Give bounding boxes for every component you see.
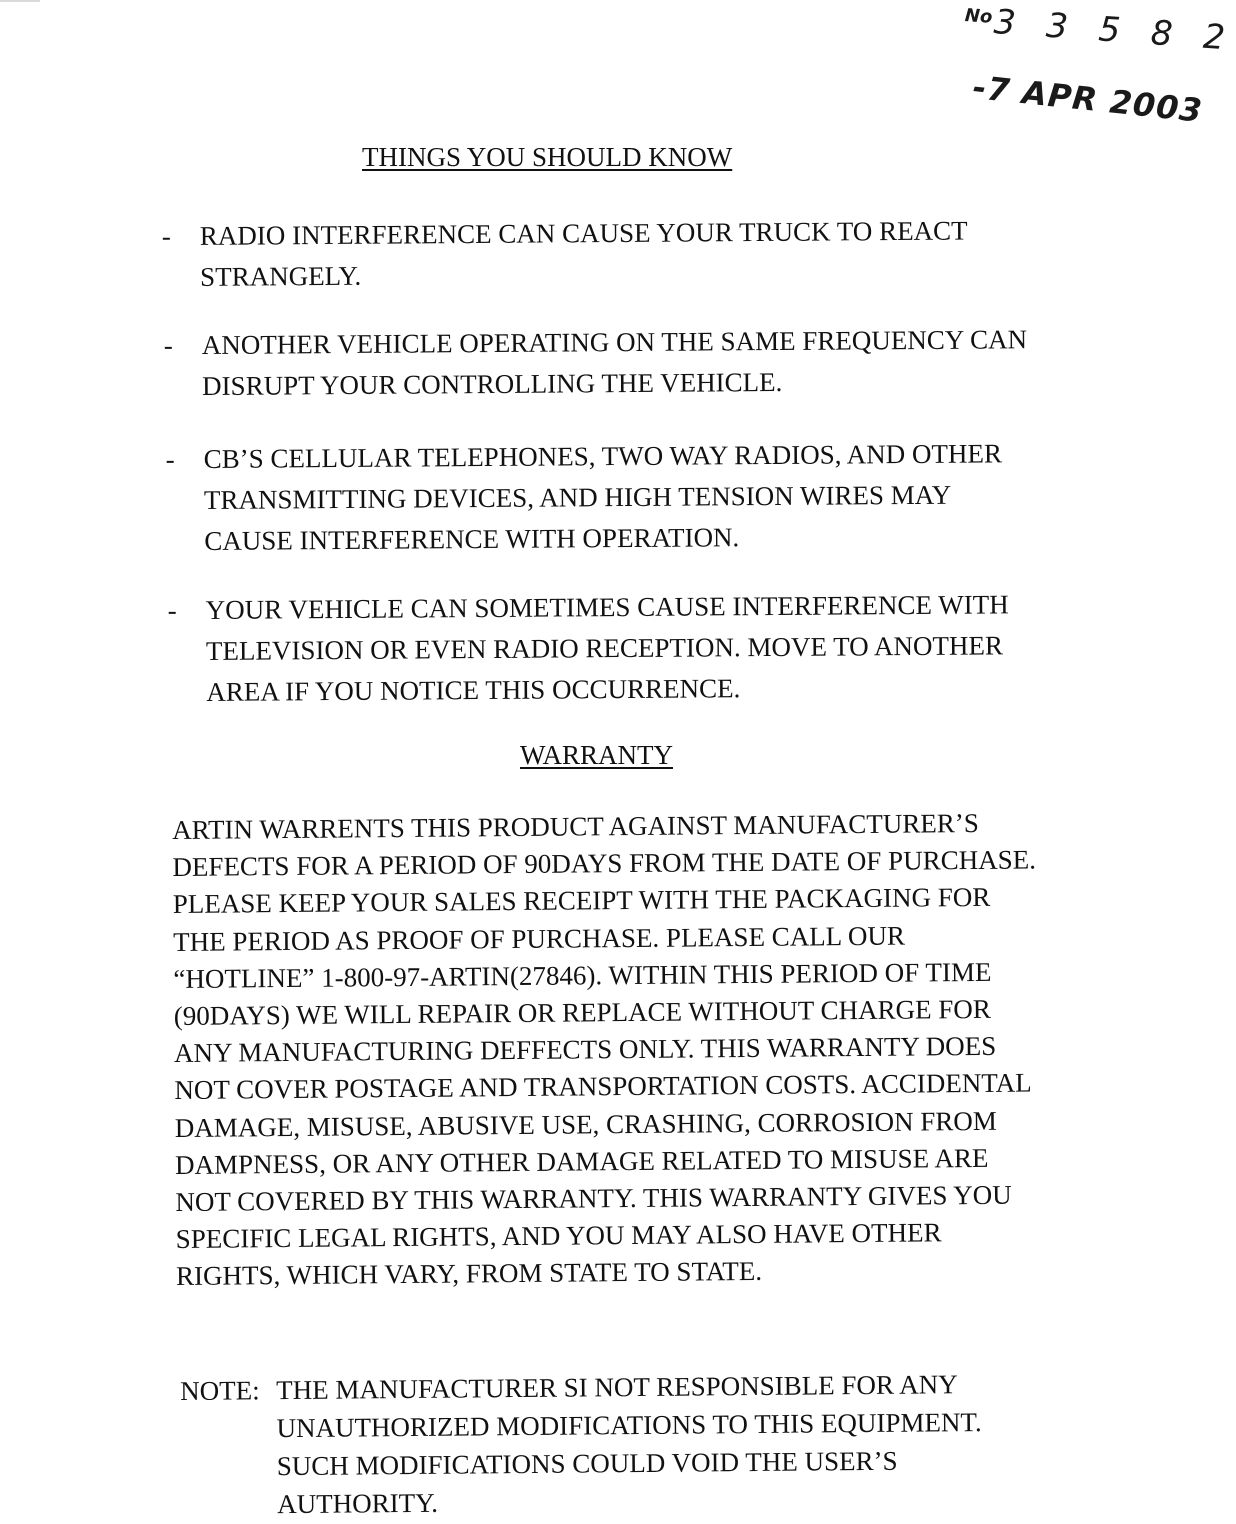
- warranty-line: RIGHTS, WHICH VARY, FROM STATE TO STATE.: [175, 1256, 763, 1292]
- note-line: UNAUTHORIZED MODIFICATIONS TO THIS EQUIPMENT.: [276, 1407, 982, 1444]
- warranty-paragraph: [172, 804, 1136, 1296]
- bullet-marker: -: [167, 595, 177, 626]
- note-line: SUCH MODIFICATIONS COULD VOID THE USER’S: [276, 1445, 898, 1482]
- scan-edge-mark: [0, 0, 40, 2]
- bullet-text: RADIO INTERFERENCE CAN CAUSE YOUR TRUCK TO REACT STRANGELY.: [199, 215, 968, 292]
- warranty-line: DEFECTS FOR A PERIOD OF 90DAYS FROM THE DATE OF PURCHASE.: [172, 844, 1037, 883]
- warranty-line: DAMAGE, MISUSE, ABUSIVE USE, CRASHING, CORROSION FROM: [174, 1105, 997, 1143]
- bullet-item: [162, 210, 1063, 306]
- warranty-line: NOT COVER POSTAGE AND TRANSPORTATION COSTS. ACCIDENTAL: [174, 1067, 1032, 1106]
- warranty-line: ARTIN WARRENTS THIS PRODUCT AGAINST MANUFACTURER’S: [172, 807, 979, 845]
- document-number: 3 3 5 8 2: [992, 2, 1236, 59]
- date-stamp: -7 APR 2003: [971, 68, 1205, 130]
- note-block: [180, 1364, 1081, 1520]
- number-prefix: No: [964, 4, 994, 28]
- bullet-marker: -: [165, 444, 175, 475]
- note-text: [276, 1365, 983, 1523]
- warranty-line: “HOTLINE” 1-800-97-ARTIN(27846). WITHIN THIS PERIOD OF TIME: [173, 956, 992, 994]
- things-heading: THINGS YOU SHOULD KNOW: [362, 142, 733, 172]
- warranty-line: (90DAYS) WE WILL REPAIR OR REPLACE WITHOUT CHARGE FOR: [173, 993, 991, 1032]
- bullet-text: CB’S CELLULAR TELEPHONES, TWO WAY RADIOS, AND OTHER TRANSMITTING DEVICES, AND HIGH TENSION WIRES MAY CAUSE INTERFERENCE WITH OPERATION.: [203, 438, 1003, 556]
- note-label: NOTE:: [180, 1375, 260, 1406]
- warranty-heading: WARRANTY: [520, 740, 673, 770]
- document-number-stamp: [963, 0, 1236, 59]
- warranty-line: DAMPNESS, OR ANY OTHER DAMAGE RELATED TO MISUSE ARE: [174, 1142, 989, 1180]
- note-line: AUTHORITY.: [277, 1487, 439, 1520]
- bullet-text: ANOTHER VEHICLE OPERATING ON THE SAME FREQUENCY CAN DISRUPT YOUR CONTROLLING THE VEHICLE.: [201, 324, 1028, 402]
- warranty-line: PLEASE KEEP YOUR SALES RECEIPT WITH THE PACKAGING FOR: [172, 882, 991, 920]
- bullet-marker: -: [161, 221, 171, 252]
- bullet-marker: -: [163, 330, 173, 361]
- bullet-item: [166, 433, 1087, 569]
- bullet-item: [164, 319, 1105, 416]
- warranty-line: NOT COVERED BY THIS WARRANTY. THIS WARRANTY GIVES YOU: [175, 1179, 1012, 1218]
- note-line: THE MANUFACTURER SI NOT RESPONSIBLE FOR ANY: [276, 1369, 958, 1406]
- warranty-line: ANY MANUFACTURING DEFFECTS ONLY. THIS WARRANTY DOES: [173, 1031, 997, 1069]
- warranty-line: SPECIFIC LEGAL RIGHTS, AND YOU MAY ALSO HAVE OTHER: [175, 1217, 942, 1255]
- bullet-item: [168, 584, 1089, 720]
- warranty-line: THE PERIOD AS PROOF OF PURCHASE. PLEASE CALL OUR: [173, 920, 906, 957]
- bullet-text: YOUR VEHICLE CAN SOMETIMES CAUSE INTERFERENCE WITH TELEVISION OR EVEN RADIO RECEPTION. MOVE TO ANOTHER AREA IF YOU NOTICE THIS OCCURRENCE.: [205, 589, 1009, 707]
